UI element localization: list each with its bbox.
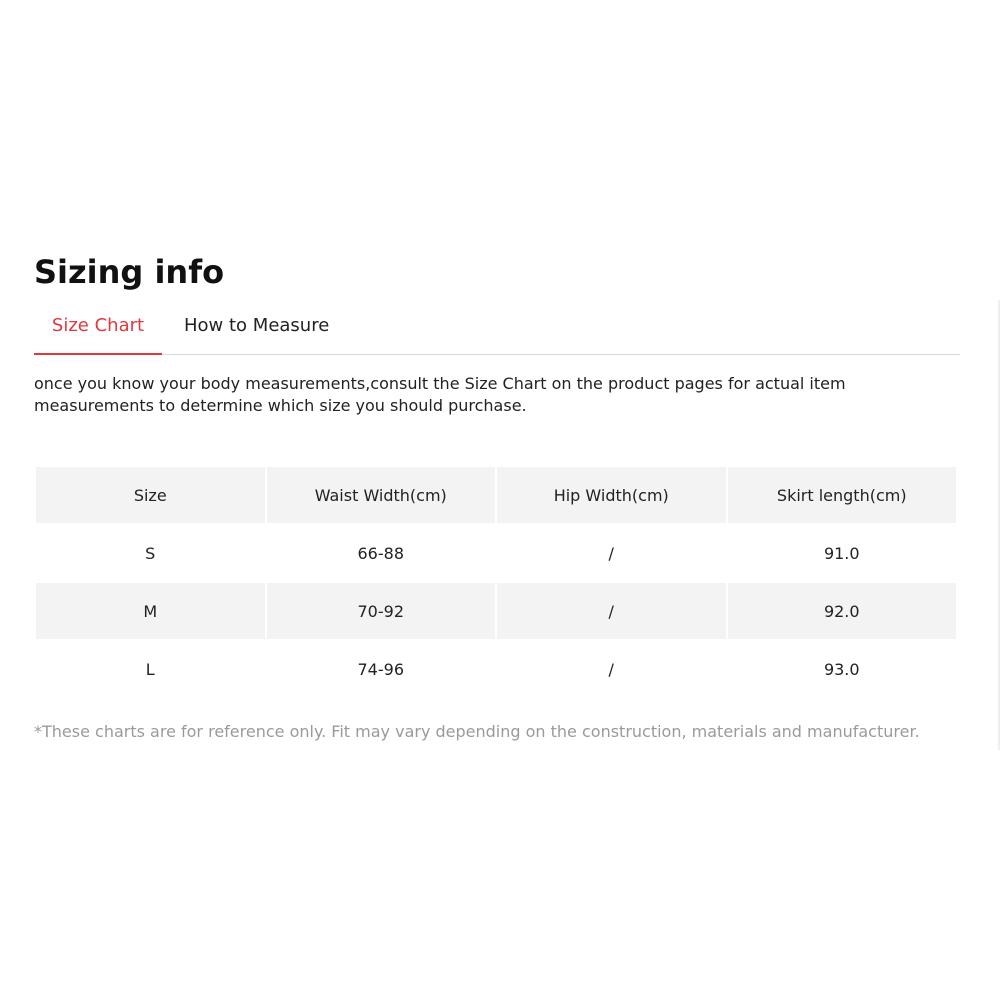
cell-size: S — [36, 525, 265, 581]
cell-size: L — [36, 641, 265, 697]
tab-bar — [34, 310, 960, 355]
cell-skirt-length: 93.0 — [728, 641, 957, 697]
tab-size-chart[interactable]: Size Chart — [34, 310, 162, 355]
table-row — [36, 583, 956, 639]
reference-footnote: *These charts are for reference only. Fit may vary depending on the construction, materials and manufacturer. — [34, 722, 920, 741]
intro-text: once you know your body measurements,consult the Size Chart on the product pages for actual item measurements to determine which size you should purchase. — [34, 374, 846, 415]
column-header-waist-width: Waist Width(cm) — [267, 467, 496, 523]
cell-waist-width: 74-96 — [267, 641, 496, 697]
cell-skirt-length: 91.0 — [728, 525, 957, 581]
cell-hip-width: / — [497, 583, 726, 639]
sizing-info-panel — [34, 252, 960, 743]
cell-skirt-length: 92.0 — [728, 583, 957, 639]
column-header-size: Size — [36, 467, 265, 523]
column-header-skirt-length: Skirt length(cm) — [728, 467, 957, 523]
cell-waist-width: 66-88 — [267, 525, 496, 581]
cell-hip-width: / — [497, 525, 726, 581]
cell-hip-width: / — [497, 641, 726, 697]
tab-how-to-measure[interactable]: How to Measure — [184, 315, 330, 336]
table-row — [36, 641, 956, 697]
page-title: Sizing info — [34, 253, 225, 291]
size-chart-table — [34, 465, 958, 699]
column-header-hip-width: Hip Width(cm) — [497, 467, 726, 523]
cell-size: M — [36, 583, 265, 639]
table-row — [36, 525, 956, 581]
cell-waist-width: 70-92 — [267, 583, 496, 639]
table-header-row — [36, 467, 956, 523]
